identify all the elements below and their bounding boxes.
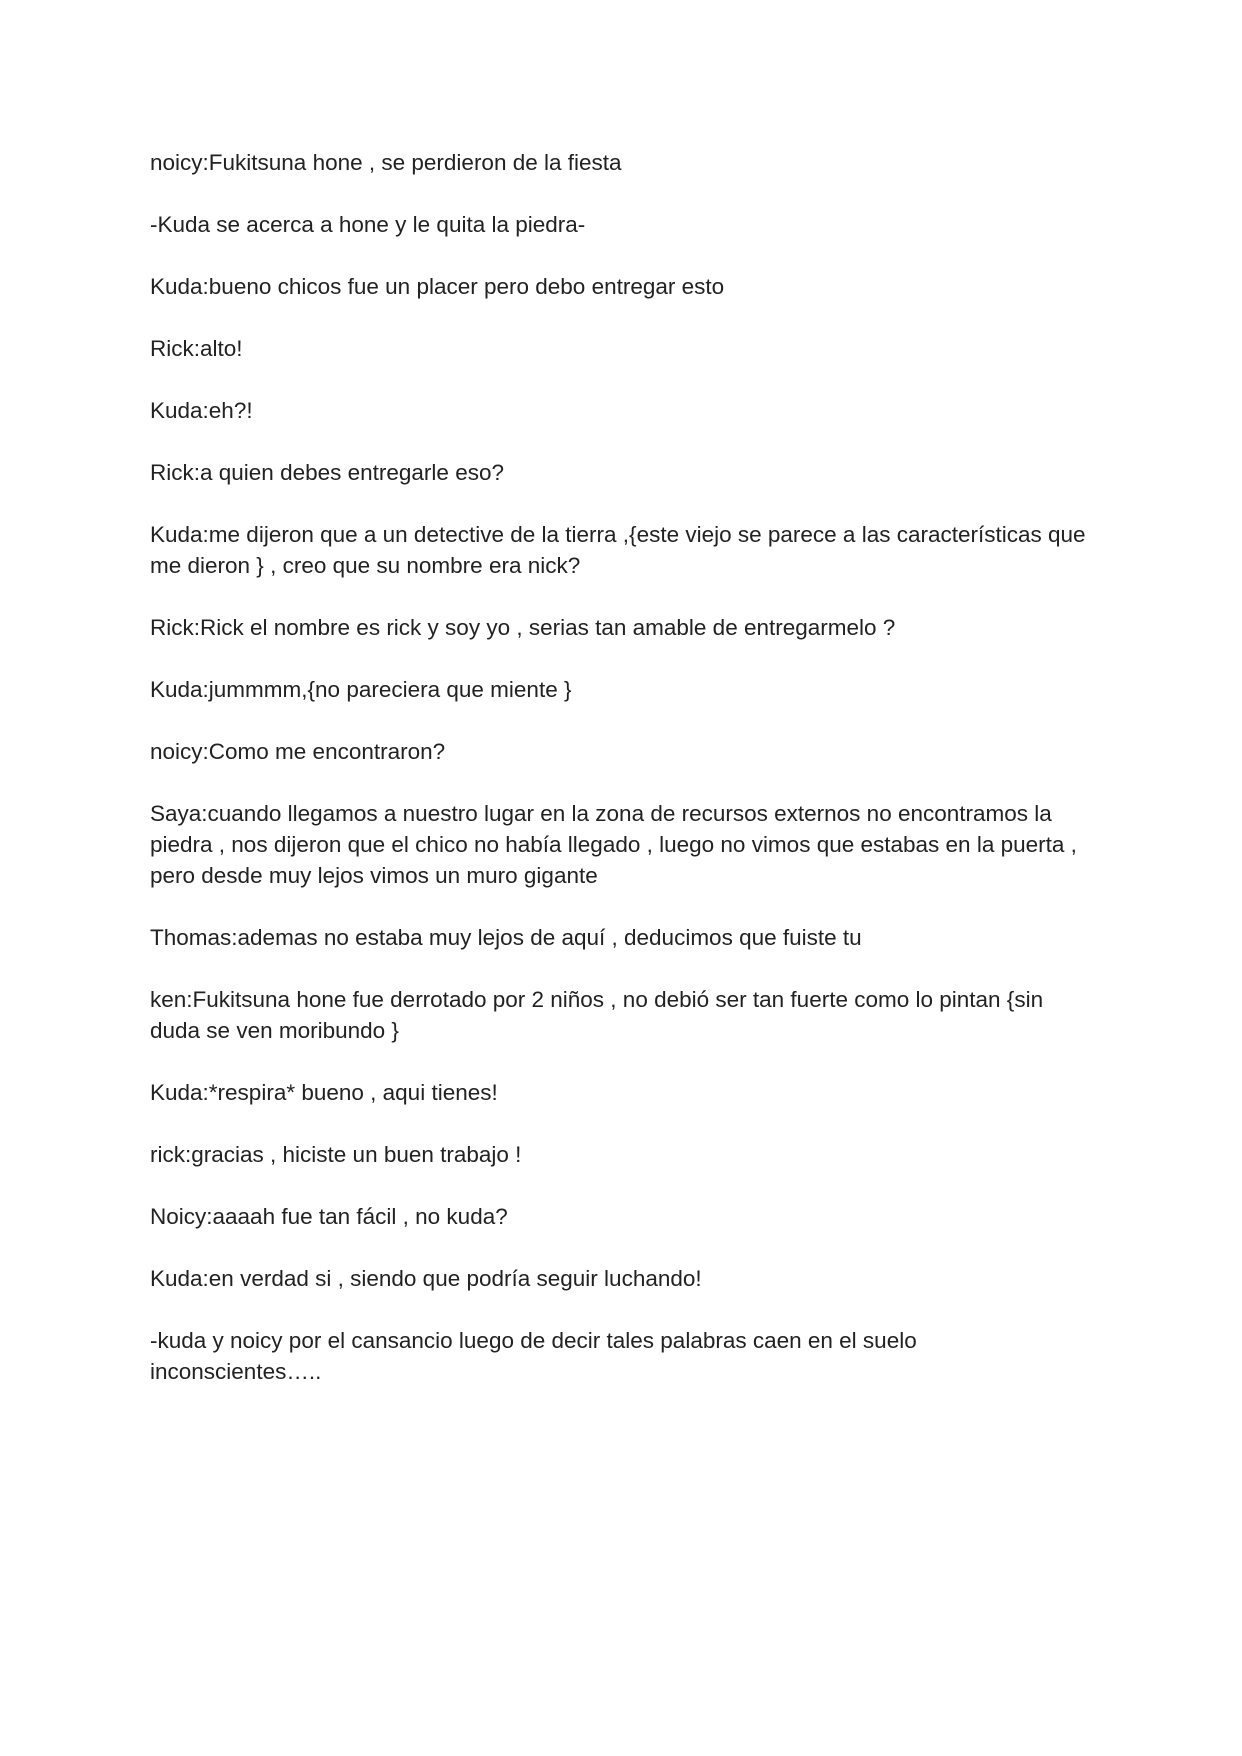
paragraph-1: noicy:Fukitsuna hone , se perdieron de la fiesta [150,150,622,175]
paragraph-6: Rick:a quien debes entregarle eso? [150,460,504,485]
paragraph-3: Kuda:bueno chicos fue un placer pero debo entregar esto [150,274,725,299]
paragraph-13: ken:Fukitsuna hone fue derrotado por 2 niños , no debió ser tan fuerte como lo pintan {sin duda se ven moribundo } [150,987,1044,1043]
paragraph-17: Kuda:en verdad si , siendo que podría seguir luchando! [150,1266,702,1291]
paragraph-18: -kuda y noicy por el cansancio luego de decir tales palabras caen en el suelo inconscientes….. [150,1328,917,1384]
paragraph-8: Rick:Rick el nombre es rick y soy yo , serias tan amable de entregarmelo ? [150,615,896,640]
paragraph-11: Saya:cuando llegamos a nuestro lugar en la zona de recursos externos no encontramos la piedra , nos dijeron que el chico no había llegado , luego no vimos que estabas en la puerta , pero desde muy lejos vimos un muro gigante [150,801,1077,888]
paragraph-2: -Kuda se acerca a hone y le quita la piedra- [150,212,586,237]
paragraph-5: Kuda:eh?! [150,398,253,423]
paragraph-15: rick:gracias , hiciste un buen trabajo ! [150,1142,522,1167]
document-body [150,147,1090,1418]
paragraph-4: Rick:alto! [150,336,243,361]
paragraph-10: noicy:Como me encontraron? [150,739,446,764]
paragraph-16: Noicy:aaaah fue tan fácil , no kuda? [150,1204,508,1229]
paragraph-14: Kuda:*respira* bueno , aqui tienes! [150,1080,498,1105]
paragraph-7: Kuda:me dijeron que a un detective de la tierra ,{este viejo se parece a las características que me dieron } , creo que su nombre era nick? [150,522,1086,578]
paragraph-12: Thomas:ademas no estaba muy lejos de aquí , deducimos que fuiste tu [150,925,862,950]
paragraph-9: Kuda:jummmm,{no pareciera que miente } [150,677,572,702]
